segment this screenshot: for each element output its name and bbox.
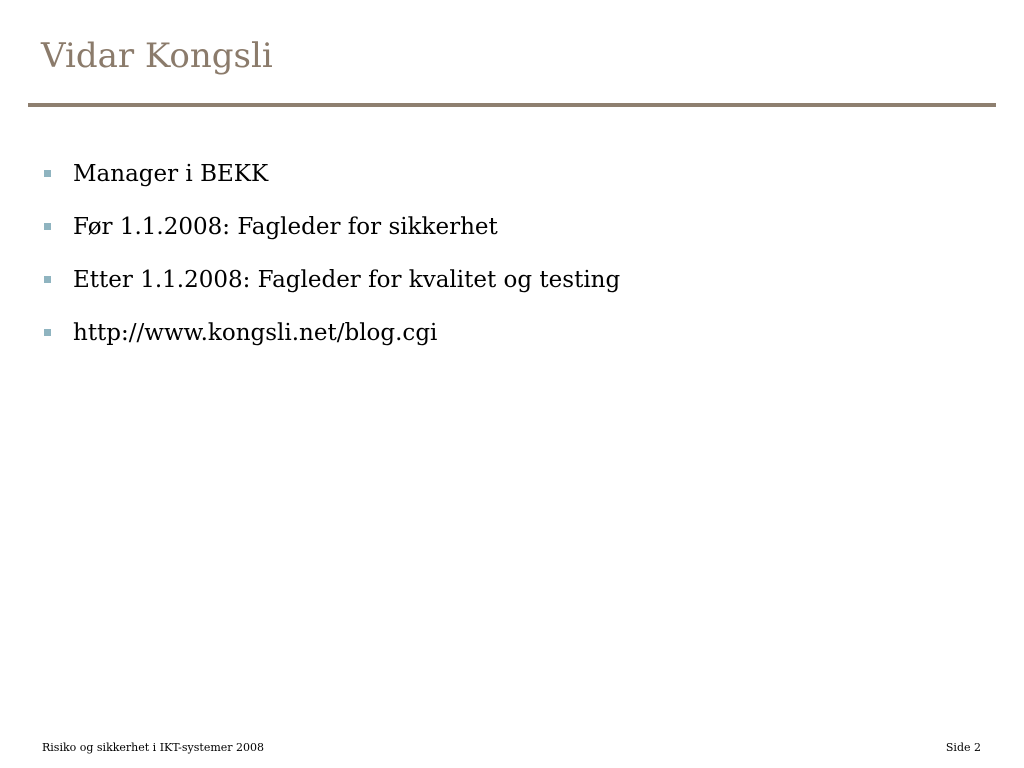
bullet-item [44, 264, 620, 317]
bullet-text: Manager i BEKK [73, 161, 269, 187]
bullet-list [44, 158, 620, 370]
bullet-text: Før 1.1.2008: Fagleder for sikkerhet [73, 214, 498, 240]
square-bullet-icon [44, 223, 51, 230]
footer-page-number: Side 2 [945, 741, 981, 754]
square-bullet-icon [44, 170, 51, 177]
bullet-item [44, 317, 620, 370]
title-divider [28, 103, 996, 107]
bullet-link-text[interactable]: http://www.kongsli.net/blog.cgi [73, 320, 438, 346]
bullet-item [44, 158, 620, 211]
square-bullet-icon [44, 329, 51, 336]
footer-course-title: Risiko og sikkerhet i IKT-systemer 2008 [42, 741, 265, 754]
bullet-item [44, 211, 620, 264]
square-bullet-icon [44, 276, 51, 283]
slide-title: Vidar Kongsli [41, 36, 273, 76]
bullet-text: Etter 1.1.2008: Fagleder for kvalitet og testing [73, 267, 621, 293]
